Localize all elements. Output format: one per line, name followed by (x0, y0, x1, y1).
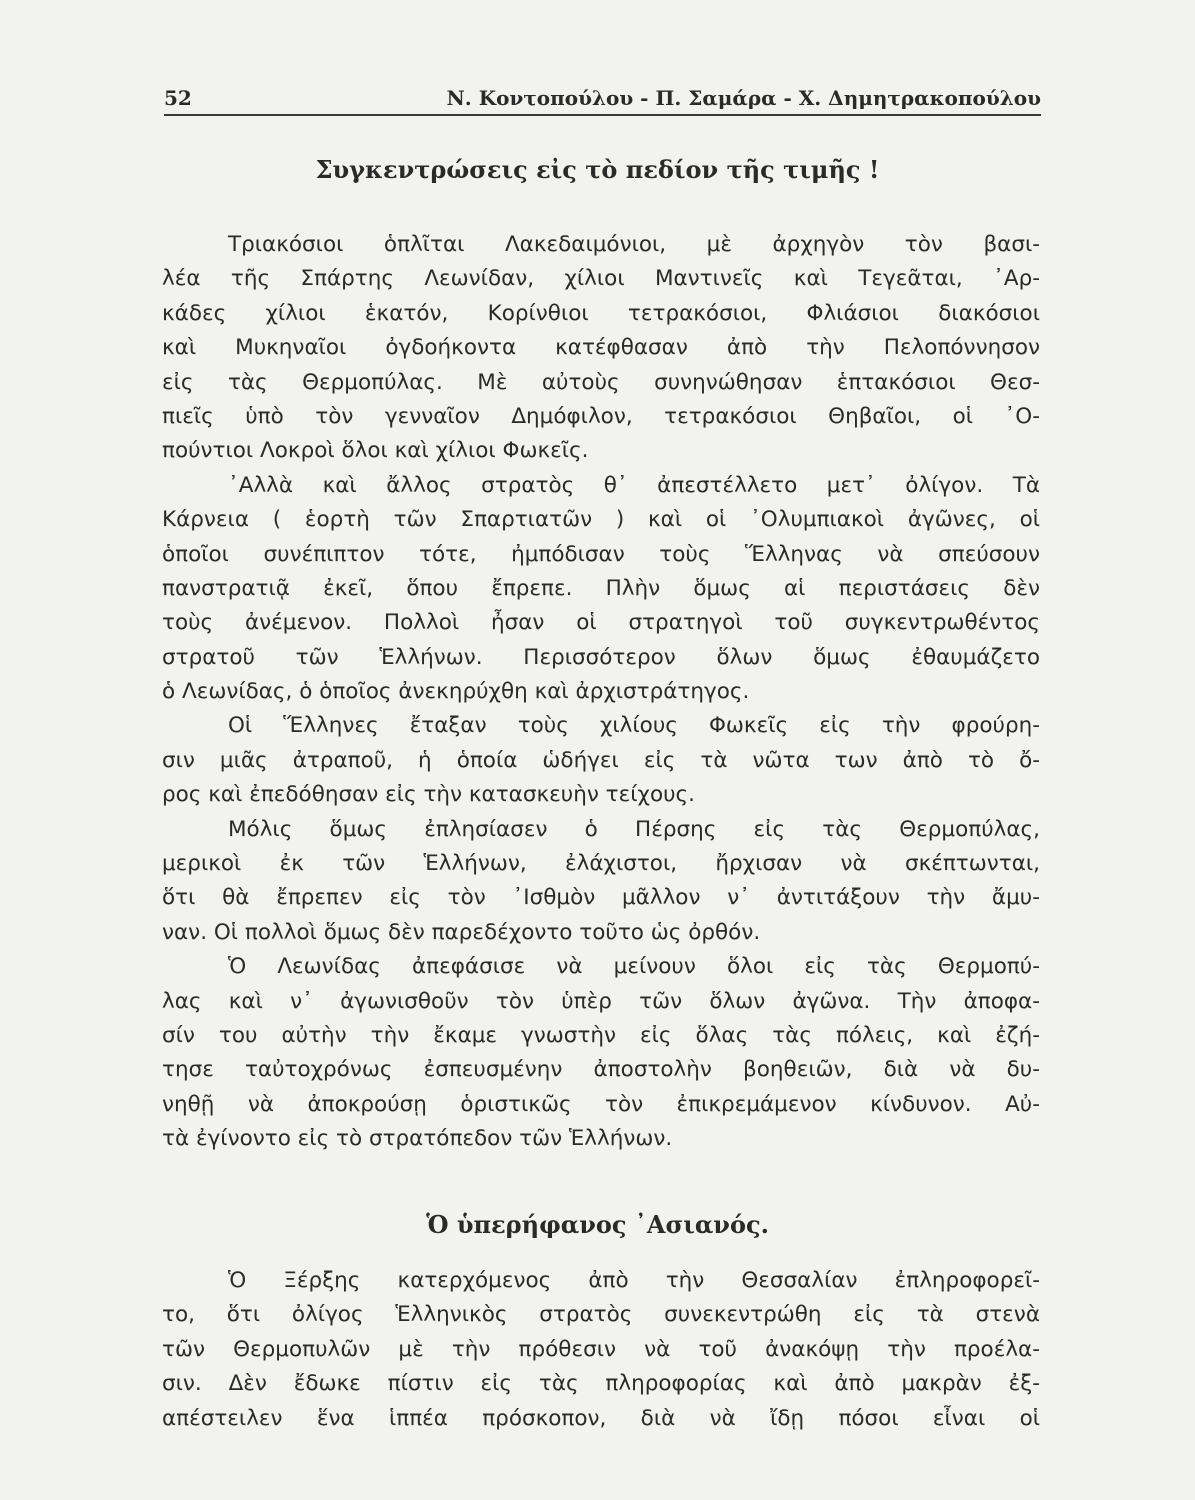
text-line: Οἱ Ἕλληνες ἔταξαν τοὺς χιλίους Φωκεῖς εἰς τὴν φρούρη- (228, 713, 1040, 739)
text-line: καὶ Μυκηναῖοι ὀγδοήκοντα κατέφθασαν ἀπὸ τὴν Πελοπόννησον (162, 335, 1040, 361)
text-line: λας καὶ ν᾿ ἀγωνισθοῦν τὸν ὑπὲρ τῶν ὅλων ἀγῶνα. Τὴν ἀποφα- (162, 988, 1040, 1014)
text-line: ρος καὶ ἐπεδόθησαν εἰς τὴν κατασκευὴν τείχους. (162, 782, 695, 808)
text-line: στρατοῦ τῶν Ἑλλήνων. Περισσότερον ὅλων ὅμως ἐθαυμάζετο (162, 644, 1040, 670)
text-line: λέα τῆς Σπάρτης Λεωνίδαν, χίλιοι Μαντινεῖς καὶ Τεγεᾶται, ᾿Αρ- (162, 266, 1040, 292)
text-line: πούντιοι Λοκροὶ ὅλοι καὶ χίλιοι Φωκεῖς. (162, 438, 589, 464)
text-line: σίν του αὐτὴν τὴν ἔκαμε γνωστὴν εἰς ὅλας τὰς πόλεις, καὶ ἐζή- (162, 1022, 1040, 1048)
section-1-body (162, 228, 1040, 1157)
text-line: ὅτι θὰ ἔπρεπεν εἰς τὸν ᾿Ισθμὸν μᾶλλον ν᾿ ἀντιτάξουν τὴν ἄμυ- (162, 885, 1040, 911)
text-line: τὰ ἐγίνοντο εἰς τὸ στρατόπεδον τῶν Ἑλλήνων. (162, 1126, 673, 1152)
section-2-body (162, 1264, 1040, 1436)
page-header (164, 84, 1041, 116)
text-line: εἰς τὰς Θερμοπύλας. Μὲ αὐτοὺς συνηνώθησαν ἑπτακόσιοι Θεσ- (162, 369, 1040, 395)
page-number: 52 (164, 86, 192, 110)
text-line: νηθῇ νὰ ἀποκρούσῃ ὁριστικῶς τὸν ἐπικρεμάμενον κίνδυνον. Αὐ- (162, 1091, 1040, 1117)
text-line: ὁ Λεωνίδας, ὁ ὁποῖος ἀνεκηρύχθη καὶ ἀρχιστράτηγος. (162, 679, 750, 705)
section-title-1: Συγκεντρώσεις εἰς τὸ πεδίον τῆς τιμῆς ! (315, 155, 880, 184)
text-line: τῶν Θερμοπυλῶν μὲ τὴν πρόθεσιν νὰ τοῦ ἀνακόψῃ τὴν προέλα- (162, 1336, 1040, 1362)
text-line: κάδες χίλιοι ἑκατόν, Κορίνθιοι τετρακόσιοι, Φλιάσιοι διακόσιοι (162, 300, 1040, 326)
text-line: τοὺς ἀνέμενον. Πολλοὶ ἦσαν οἱ στρατηγοὶ τοῦ συγκεντρωθέντος (162, 610, 1040, 636)
text-line: Ὁ Ξέρξης κατερχόμενος ἀπὸ τὴν Θεσσαλίαν ἐπληροφορεῖ- (228, 1268, 1040, 1293)
text-line: Τριακόσιοι ὁπλῖται Λακεδαιμόνιοι, μὲ ἀρχηγὸν τὸν βασι- (228, 232, 1040, 257)
text-line: πιεῖς ὑπὸ τὸν γενναῖον Δημόφιλον, τετρακόσιοι Θηβαῖοι, οἱ ᾿Ο- (162, 403, 1040, 429)
text-line: σιν μιᾶς ἀτραποῦ, ἡ ὁποία ὡδήγει εἰς τὰ νῶτα των ἀπὸ τὸ ὄ- (162, 747, 1040, 773)
text-line: Ὁ Λεωνίδας ἀπεφάσισε νὰ μείνουν ὅλοι εἰς τὰς Θερμοπύ- (228, 954, 1040, 980)
text-line: ᾿Αλλὰ καὶ ἄλλος στρατὸς θ᾿ ἀπεστέλλετο μετ᾿ ὀλίγον. Τὰ (228, 472, 1040, 498)
text-line: Κάρνεια ( ἑορτὴ τῶν Σπαρτιατῶν ) καὶ οἱ ᾿Ολυμπιακοὶ ἀγῶνες, οἱ (162, 507, 1040, 533)
text-line: Μόλις ὅμως ἐπλησίασεν ὁ Πέρσης εἰς τὰς Θερμοπύλας, (228, 816, 1040, 842)
text-line: ναν. Οἱ πολλοὶ ὅμως δὲν παρεδέχοντο τοῦτο ὡς ὀρθόν. (162, 919, 761, 945)
text-line: πανστρατιᾷ ἐκεῖ, ὅπου ἔπρεπε. Πλὴν ὅμως αἱ περιστάσεις δὲν (162, 575, 1040, 601)
text-line: το, ὅτι ὀλίγος Ἑλληνικὸς στρατὸς συνεκεντρώθη εἰς τὰ στενὰ (162, 1302, 1040, 1328)
text-line: μερικοὶ ἐκ τῶν Ἑλλήνων, ἐλάχιστοι, ἤρχισαν νὰ σκέπτωνται, (162, 851, 1040, 877)
text-line: απέστειλεν ἕνα ἱππέα πρόσκοπον, διὰ νὰ ἴδῃ πόσοι εἶναι οἱ (162, 1405, 1040, 1431)
section-title-2: Ὁ ὑπερήφανος ᾿Ασιανός. (426, 1210, 769, 1239)
running-head: Ν. Κοντοπούλου - Π. Σαμάρα - Χ. Δημητρακοπούλου (446, 86, 1041, 110)
text-line: σιν. Δὲν ἔδωκε πίστιν εἰς τὰς πληροφορίας καὶ ἀπὸ μακρὰν ἐξ- (162, 1371, 1040, 1397)
text-line: ὁποῖοι συνέπιπτον τότε, ἠμπόδισαν τοὺς Ἕλληνας νὰ σπεύσουν (162, 541, 1040, 567)
text-line: τησε ταὐτοχρόνως ἐσπευσμένην ἀποστολὴν βοηθειῶν, διὰ νὰ δυ- (162, 1057, 1040, 1083)
